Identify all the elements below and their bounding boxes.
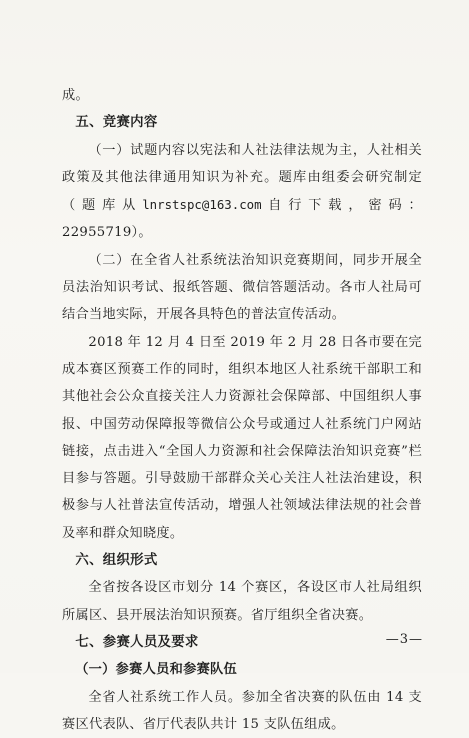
- subheading-participants: [62, 656, 422, 683]
- paragraph-text: 全省人社系统工作人员。参加全省决赛的队伍由 14 支赛区代表队、省厅代表队共计 15 支队伍组成。: [62, 689, 422, 732]
- paragraph-competition-content-2: [62, 247, 422, 329]
- section-heading-5-text: 五、竞赛内容: [75, 115, 158, 131]
- paragraph-text: 自行下载，密码：22955719）。: [62, 198, 422, 241]
- continuation-text: [62, 82, 422, 109]
- paragraph-schedule: [62, 329, 422, 547]
- continuation-text-content: 成。: [62, 88, 89, 103]
- paragraph-text: 2018 年 12 月 4 日至 2019 年 2 月 28 日各市要在完成本赛区预赛工作的同时，组织本地区人社系统干部职工和其他社会公众直接关注人力资源社会保障部、中国组织人事报、中国劳动保障报等微信公众号或通过人社系统门户网站链接，点击进入“全国人力资源和社会保障法治知识竞赛”栏目参与答题。引导鼓励干部群众关心关注人社法治建设，积极参与人社普法宣传活动，增强人社领域法律法规的社会普及率和群众知晓度。: [62, 334, 422, 541]
- paragraph-participants: [62, 684, 422, 738]
- section-heading-7: [62, 629, 422, 656]
- paragraph-text: （一）试题内容以宪法和人社法律法规为主，人社相关政策及其他法律通用知识为补充。题库由组委会研究制定（题库从: [62, 142, 422, 214]
- paragraph-text: 全省按各设区市划分 14 个赛区，各设区市人社局组织所属区、县开展法治知识预赛。省厅组织全省决赛。: [62, 580, 422, 623]
- subheading-participants-text: （一）参赛人员和参赛队伍: [75, 662, 238, 678]
- paragraph-competition-content-1: [62, 137, 422, 247]
- section-heading-7-text: 七、参赛人员及要求: [75, 634, 199, 650]
- email-address: lnrstspc@163.com: [142, 197, 262, 213]
- page-number: —3—: [385, 632, 423, 647]
- section-heading-6-text: 六、组织形式: [75, 553, 158, 569]
- section-heading-5: [62, 109, 422, 136]
- section-heading-6: [62, 547, 422, 574]
- document-body: [62, 82, 422, 738]
- paragraph-organization: [62, 574, 422, 629]
- paragraph-text: （二）在全省人社系统法治知识竞赛期间，同步开展全员法治知识考试、报纸答题、微信答题活动。各市人社局可结合当地实际，开展各具特色的普法宣传活动。: [62, 252, 422, 323]
